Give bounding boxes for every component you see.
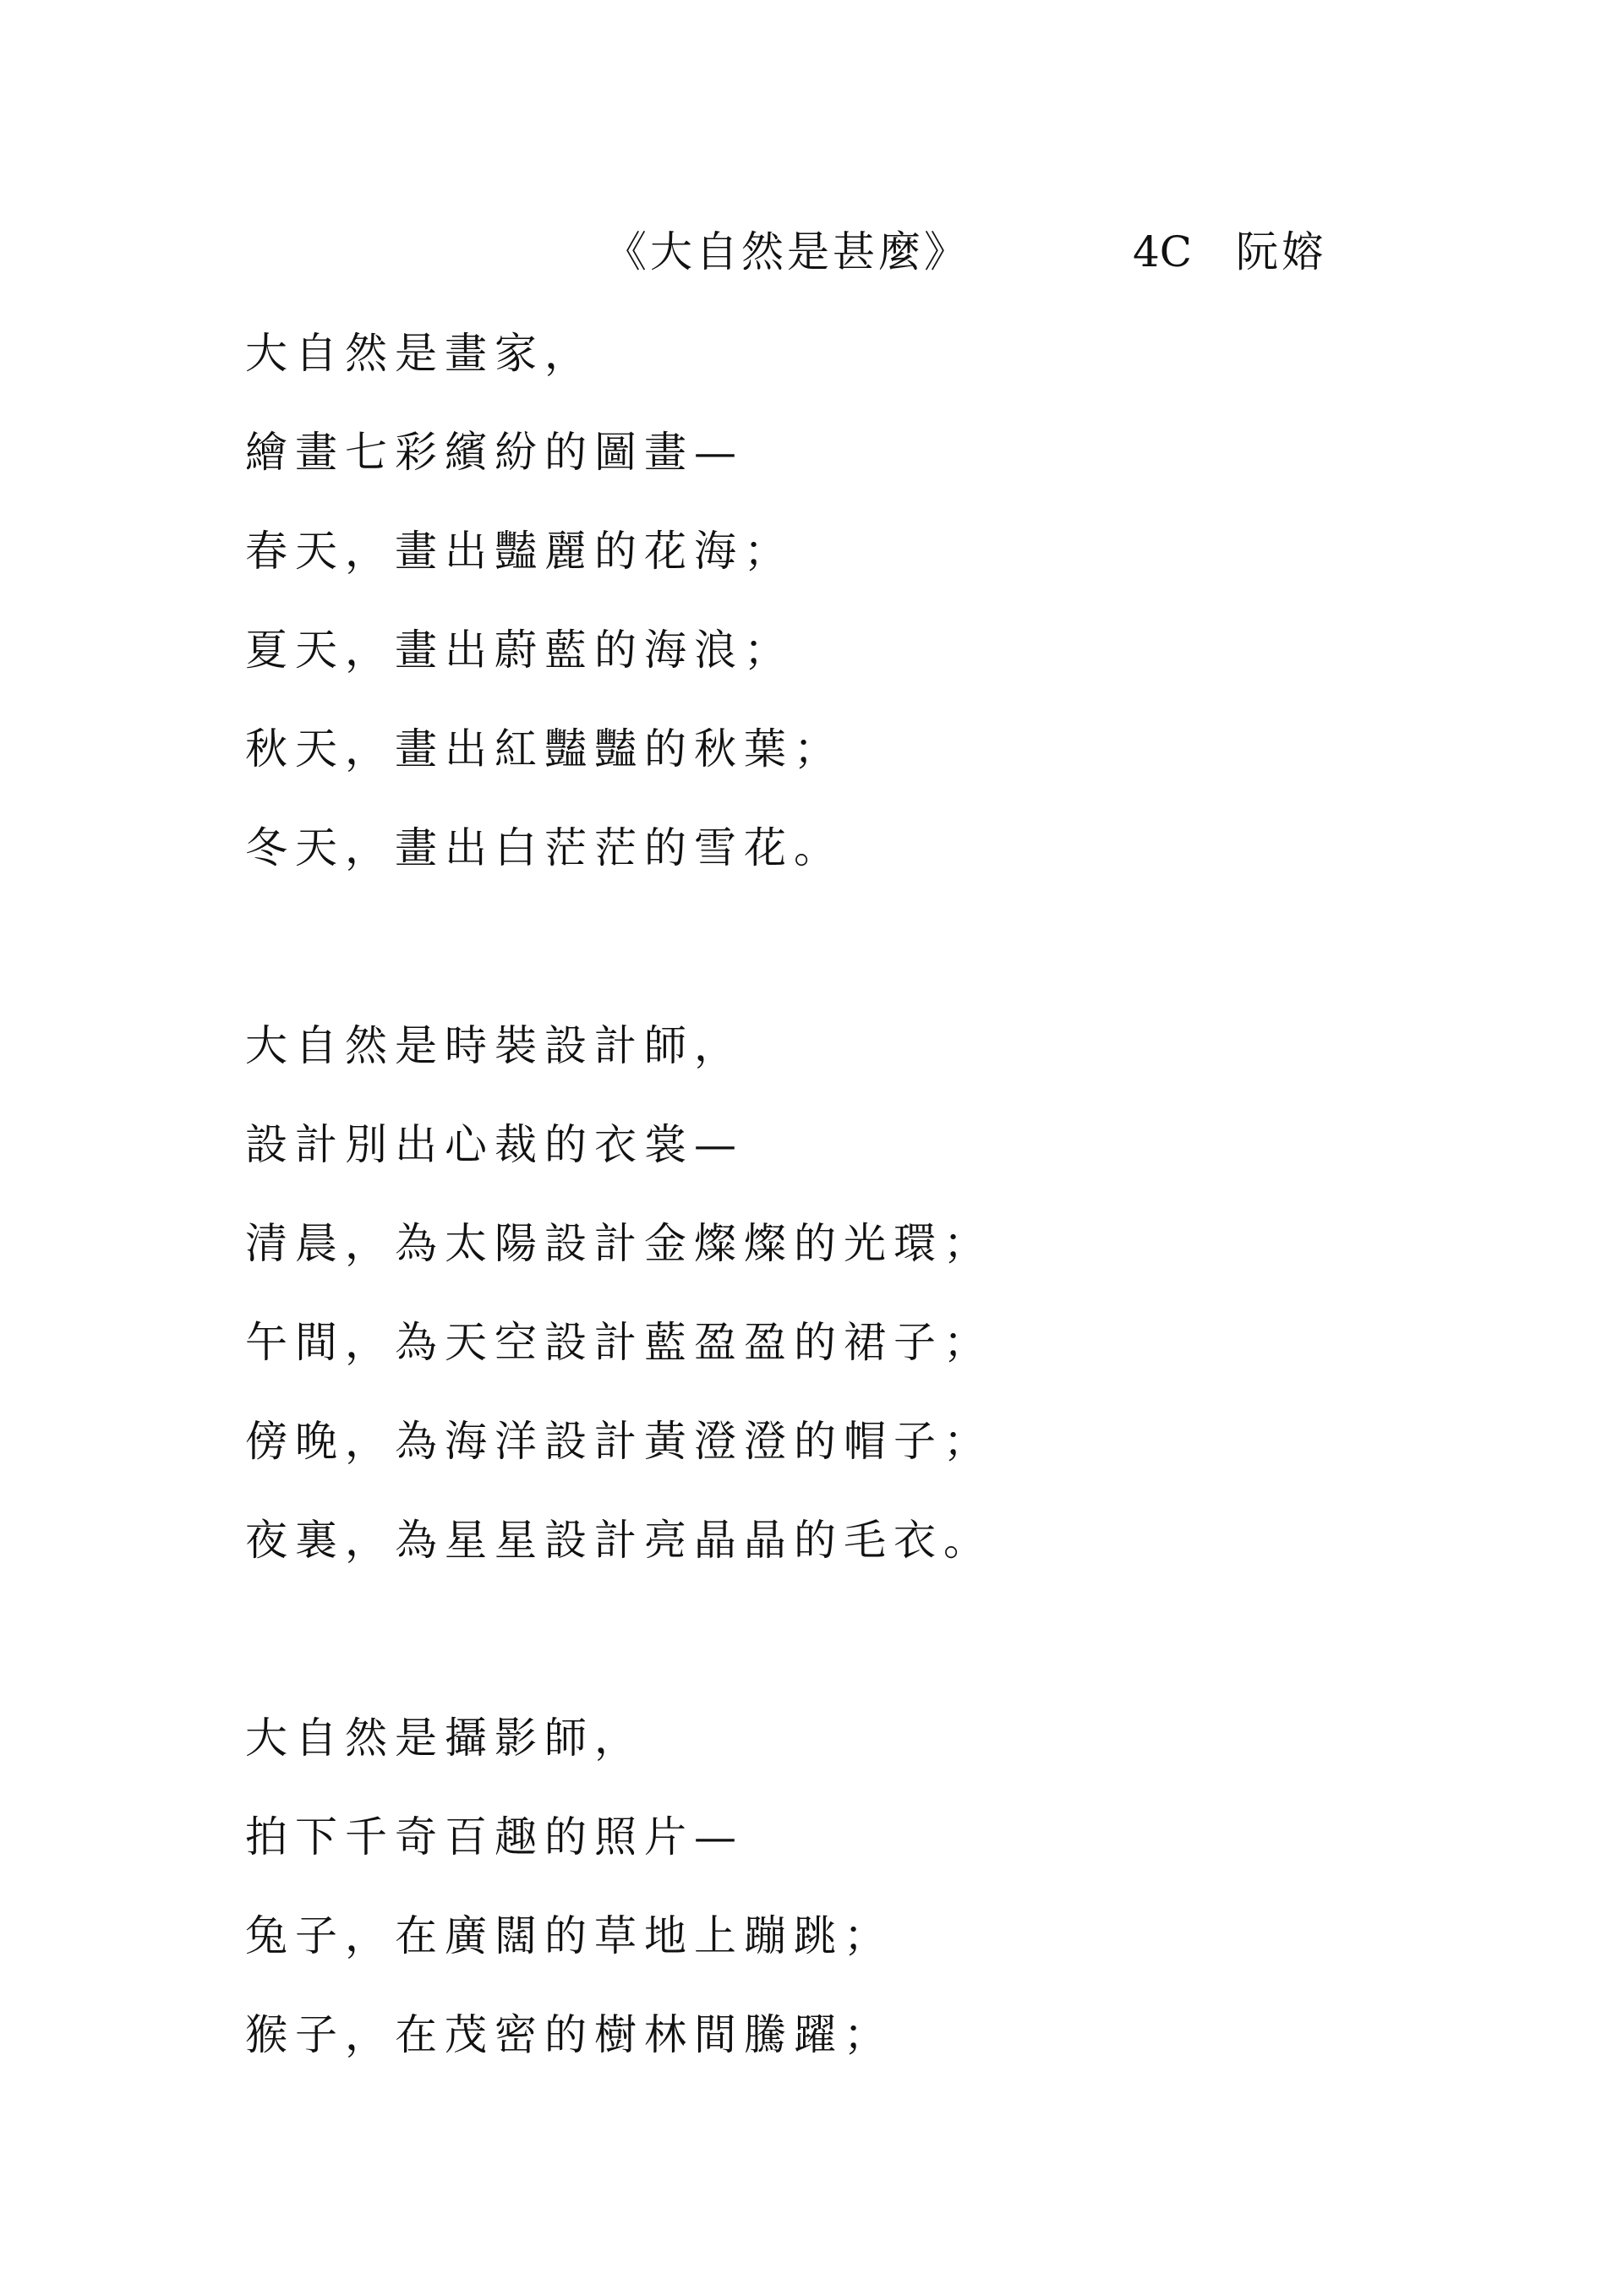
poem-line: 拍下千奇百趣的照片— xyxy=(245,1812,744,1861)
poem-line: 傍晚，為海洋設計黃澄澄的帽子； xyxy=(245,1417,993,1466)
poem-title: 《大自然是甚麼》 xyxy=(604,227,970,276)
stanza-fashion-designer xyxy=(245,1012,1513,1605)
poem-line: 秋天，畫出紅豔豔的秋葉； xyxy=(245,724,844,774)
poem-line: 大自然是攝影師， xyxy=(245,1714,644,1763)
poem-line: 設計別出心裁的衣裳— xyxy=(245,1120,744,1169)
poem-line: 大自然是時裝設計師， xyxy=(245,1021,744,1070)
poem-line: 夏天，畫出蔚藍的海浪； xyxy=(245,626,794,675)
poem-line: 春天，畫出豔麗的花海； xyxy=(245,527,794,576)
poem-body xyxy=(245,320,1513,2100)
author-name: 阮嫆 xyxy=(1236,227,1327,276)
poem-line: 猴子，在茂密的樹林間騰躍； xyxy=(245,2010,893,2059)
stanza-painter xyxy=(245,320,1513,913)
class-code: 4C xyxy=(1133,227,1193,276)
poem-line: 兔子，在廣闊的草地上蹦跳； xyxy=(245,1911,893,1960)
poem-line: 繪畫七彩繽紛的圖畫— xyxy=(245,428,744,477)
poem-line: 夜裏，為星星設計亮晶晶的毛衣。 xyxy=(245,1516,993,1565)
document-header xyxy=(0,218,1623,286)
poem-line: 清晨，為太陽設計金燦燦的光環； xyxy=(245,1219,993,1268)
poem-line: 冬天，畫出白茫茫的雪花。 xyxy=(245,823,844,872)
poem-line: 午間，為天空設計藍盈盈的裙子； xyxy=(245,1318,993,1367)
poem-line: 大自然是畫家， xyxy=(245,329,594,378)
stanza-photographer xyxy=(245,1704,1513,2100)
